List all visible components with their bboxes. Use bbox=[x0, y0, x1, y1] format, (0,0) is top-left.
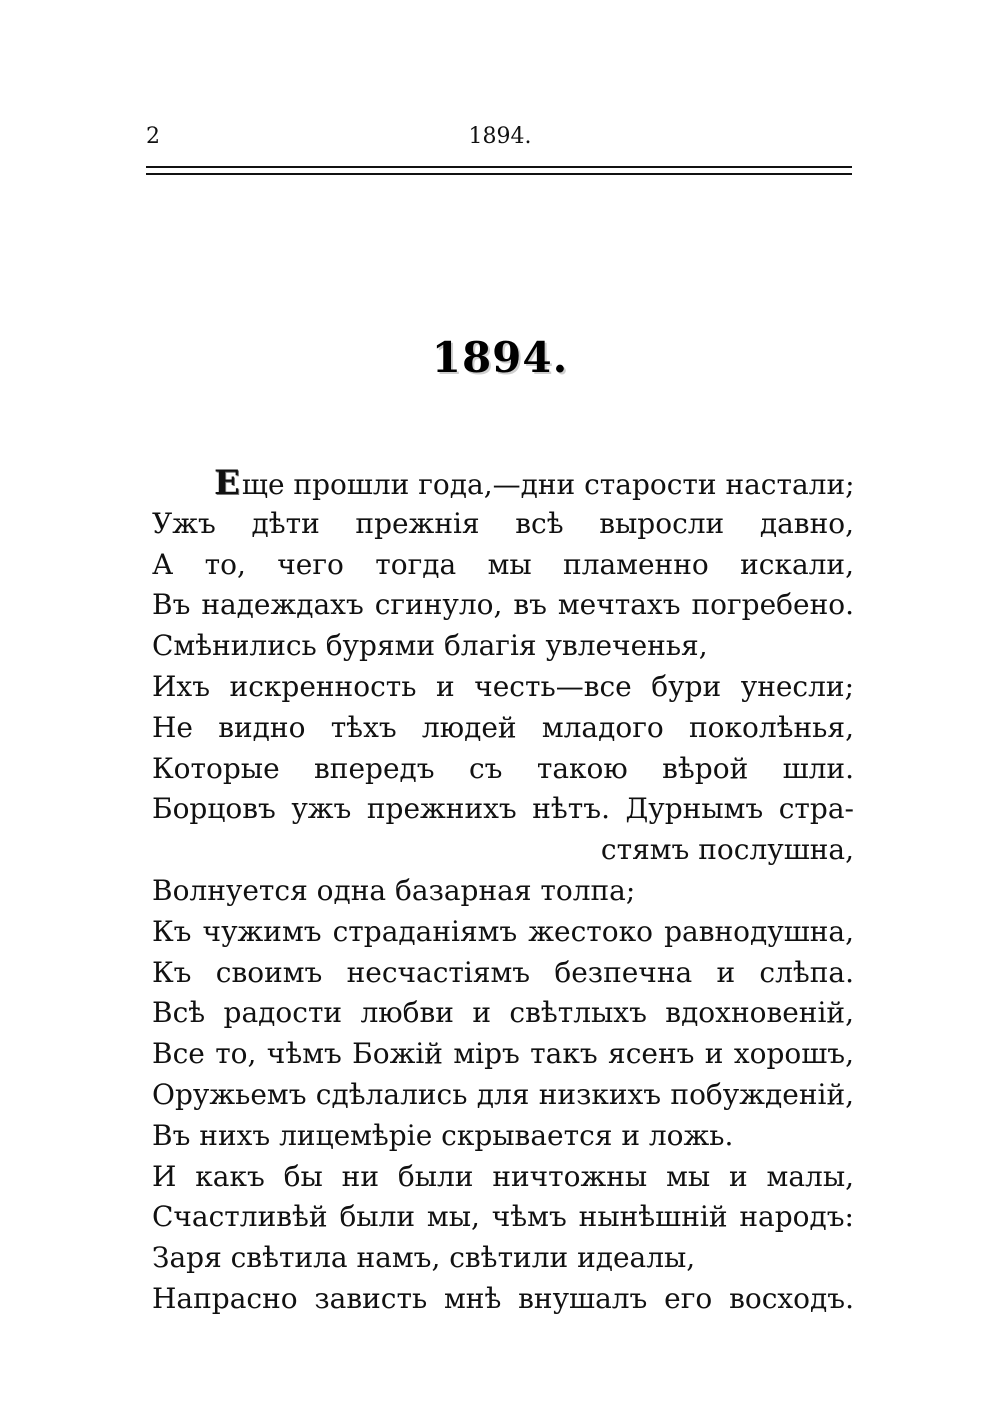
poem-line: Все то, чѣмъ Божій міръ такъ ясенъ и хорошъ, bbox=[152, 1037, 854, 1071]
poem-line: Ихъ искренность и честь—все бури унесли; bbox=[152, 669, 854, 703]
header-rule-bottom bbox=[146, 173, 852, 175]
poem-line: Въ нихъ лицемѣріе скрывается и ложь. bbox=[152, 1118, 734, 1152]
poem-line: Къ чужимъ страданіямъ жестоко равнодушна, bbox=[152, 914, 854, 948]
poem-line: Всѣ радости любви и свѣтлыхъ вдохновеній, bbox=[152, 996, 854, 1030]
poem-line: Ужъ дѣти прежнія всѣ выросли давно, bbox=[152, 506, 854, 540]
poem-line: Волнуется одна базарная толпа; bbox=[152, 873, 636, 907]
poem-line: Къ своимъ несчастіямъ безпечна и слѣпа. bbox=[152, 955, 854, 989]
poem-line-text: ще прошли года,—дни старости настали; bbox=[241, 468, 855, 501]
poem-line bbox=[152, 463, 854, 504]
poem-line: А то, чего тогда мы пламенно искали, bbox=[152, 547, 854, 581]
header-rule-top bbox=[146, 166, 852, 168]
poem-line: Оружьемъ сдѣлались для низкихъ побужденій, bbox=[152, 1077, 854, 1111]
poem-line: Въ надеждахъ сгинуло, въ мечтахъ погребено. bbox=[152, 588, 854, 622]
poem-title: 1894. bbox=[431, 333, 569, 382]
poem-line: Не видно тѣхъ людей младого поколѣнья, bbox=[152, 710, 854, 744]
poem-line: Заря свѣтила намъ, свѣтили идеалы, bbox=[152, 1241, 696, 1275]
running-title: 1894. bbox=[468, 124, 532, 149]
poem-line-turnover: стямъ послушна, bbox=[600, 833, 854, 867]
poem-line: Борцовъ ужъ прежнихъ нѣтъ. Дурнымъ стра- bbox=[152, 792, 854, 826]
page-number: 2 bbox=[146, 124, 160, 149]
poem-body bbox=[152, 463, 854, 1320]
poem-line: И какъ бы ни были ничтожны мы и малы, bbox=[152, 1159, 854, 1193]
poem-line: Смѣнились бурями благія увлеченья, bbox=[152, 629, 708, 663]
poem-line: Счастливѣй были мы, чѣмъ нынѣшній народъ: bbox=[152, 1200, 854, 1234]
poem-line: Которые впередъ съ такою вѣрой шли. bbox=[152, 751, 854, 785]
poem-line: Напрасно зависть мнѣ внушалъ его восходъ. bbox=[152, 1281, 854, 1315]
drop-initial: Е bbox=[214, 463, 240, 503]
